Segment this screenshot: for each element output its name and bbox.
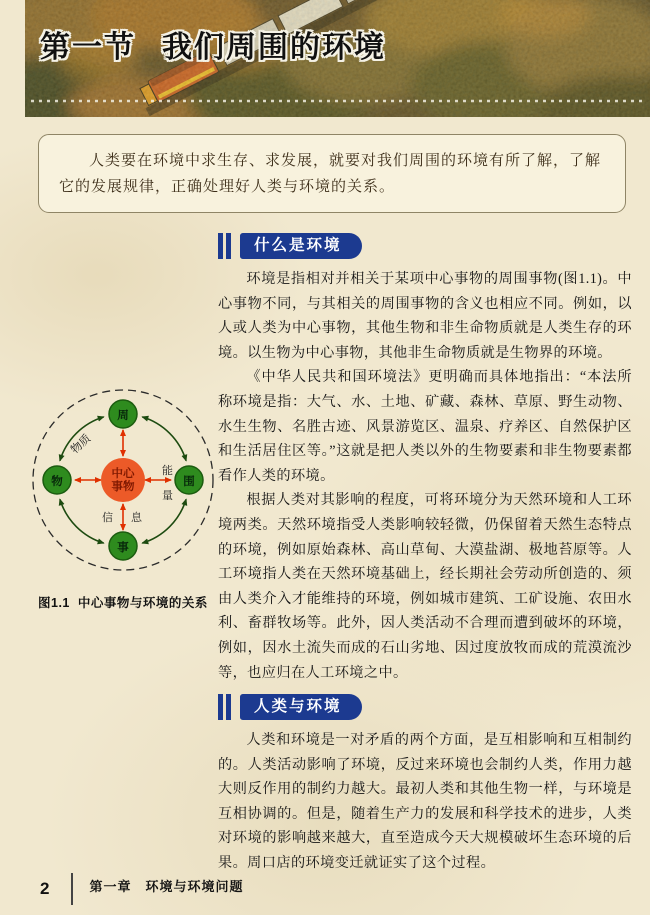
node-bottom-label: 事: [117, 542, 129, 554]
label-info-right: 息: [131, 512, 142, 524]
center-node: [101, 458, 145, 502]
header-bar-icon: [226, 694, 231, 720]
figure-1-1: [28, 380, 218, 611]
label-matter: 物质: [68, 432, 94, 457]
section-number: 第一节: [40, 31, 136, 64]
center-label-top: 中心: [111, 468, 135, 480]
page-footer: [40, 873, 243, 905]
section-title-badge: 什么是环境: [240, 233, 362, 259]
node-top-label: 周: [117, 410, 129, 422]
header-bar-icon: [218, 694, 223, 720]
figure-caption: [28, 593, 218, 611]
section-name: 我们周围的环境: [162, 31, 386, 64]
environment-diagram: [28, 380, 218, 580]
paragraph: 根据人类对其影响的程度，可将环境分为天然环境和人工环境两类。天然环境指受人类影响较轻微，仍保留着天然生态特点的环境，例如原始森林、高山草甸、大漠盐湖、极地苔原等。人工环境指人类在天然环境基础上，经长期社会劳动所创造的、须由人类介入才能维持的环境，例如城市建筑、工矿设施、农田水利、畜群牧场等。此外，因人类活动不合理而遭到破坏的环境，例如，因水土流失而成的石山劣地、因过度放牧而成的荒漠流沙等，也应归在人工环境之中。: [218, 492, 632, 681]
label-energy-top: 能: [162, 465, 173, 477]
node-left-label: 物: [51, 476, 63, 488]
center-label-bottom: 事物: [111, 481, 135, 493]
chapter-label: 第一章 环境与环境问题: [89, 878, 244, 894]
section-title-badge: 人类与环境: [240, 694, 362, 720]
node-right-label: 围: [183, 476, 195, 488]
section-header-what-is-environment: [218, 233, 632, 259]
paragraph: 《中华人民共和国环境法》更明确而具体地指出：“本法所称环境是指：大气、水、土地、矿藏、森林、草原、野生动物、水生生物、名胜古迹、风景游览区、温泉、疗养区、自然保护区和生活居住区等。”这就是把人类以外的生物要素和非生物要素都看作人类的环境。: [218, 369, 632, 484]
intro-box: [38, 134, 626, 213]
main-column: [218, 233, 632, 876]
header-bar-icon: [226, 233, 231, 259]
figure-number: 图1.1: [38, 596, 70, 610]
page-number: 2: [40, 879, 50, 898]
paragraph: 人类和环境是一对矛盾的两个方面，是互相影响和互相制约的。人类活动影响了环境，反过来环境也会制约人类，作用力越大则反作用的制约力越大。最初人类和其他生物一样，与环境是互相协调的。但是，随着生产力的发展和科学技术的进步，人类对环境的影响越来越大，直至造成今天大规模破坏生态环境的后果。周口店的环境变迁就证实了这个过程。: [218, 732, 632, 872]
paragraph: 环境是指相对并相关于某项中心事物的周围事物(图1.1)。中心事物不同，与其相关的周围事物的含义也相应不同。例如，以人或人类为中心事物，其他生物和非生命物质就是人类生存的环境。以生物为中心事物，其他非生命物质就是生物界的环境。: [218, 271, 632, 361]
section-header-humans-and-environment: [218, 694, 632, 720]
page-title: [40, 22, 386, 66]
label-energy-bottom: 量: [162, 490, 173, 502]
figure-caption-text: 中心事物与环境的关系: [77, 596, 208, 610]
header-bar-icon: [218, 233, 223, 259]
footer-divider: [71, 873, 73, 905]
intro-text: 人类要在环境中求生存、求发展，就要对我们周围的环境有所了解，了解它的发展规律，正确处理好人类与环境的关系。: [59, 153, 602, 195]
label-info-left: 信: [102, 512, 113, 524]
